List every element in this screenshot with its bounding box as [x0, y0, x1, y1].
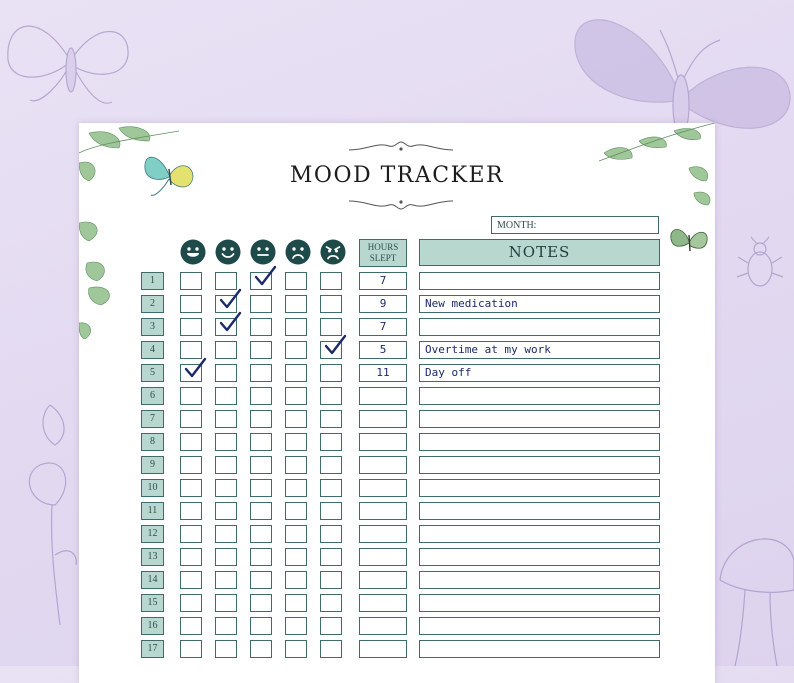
- table-row: [79, 640, 715, 660]
- hours-slept-field[interactable]: [359, 456, 407, 474]
- note-field[interactable]: [419, 318, 660, 336]
- title-flourish-top: [347, 140, 455, 154]
- note-field[interactable]: [419, 456, 660, 474]
- mood-checkbox-angry[interactable]: [320, 341, 342, 359]
- mood-checkbox-angry[interactable]: [320, 272, 342, 290]
- table-row: [79, 272, 715, 292]
- mood-checkbox-very-happy[interactable]: [180, 617, 202, 635]
- flower-illustration: [10, 395, 80, 625]
- mood-checkbox-angry[interactable]: [320, 640, 342, 658]
- day-number: 1: [141, 272, 164, 290]
- mood-checkbox-angry[interactable]: [320, 295, 342, 313]
- hours-slept-field[interactable]: [359, 433, 407, 451]
- note-field[interactable]: [419, 387, 660, 405]
- note-field[interactable]: [419, 571, 660, 589]
- mood-checkbox-happy[interactable]: [215, 548, 237, 566]
- mood-checkbox-neutral[interactable]: [250, 364, 272, 382]
- table-row: [79, 548, 715, 568]
- day-number: 11: [141, 502, 164, 520]
- mood-checkbox-very-happy[interactable]: [180, 571, 202, 589]
- hours-slept-field[interactable]: 5: [359, 341, 407, 359]
- note-field[interactable]: [419, 410, 660, 428]
- mood-checkbox-angry[interactable]: [320, 502, 342, 520]
- table-row: [79, 387, 715, 407]
- table-row: [79, 571, 715, 591]
- mood-checkbox-neutral[interactable]: [250, 502, 272, 520]
- mood-checkbox-happy[interactable]: [215, 617, 237, 635]
- mood-checkbox-angry[interactable]: [320, 571, 342, 589]
- mood-checkbox-happy[interactable]: [215, 640, 237, 658]
- mood-checkbox-sad[interactable]: [285, 272, 307, 290]
- notes-header: NOTES: [419, 239, 660, 266]
- hours-slept-field[interactable]: 11: [359, 364, 407, 382]
- mood-checkbox-happy[interactable]: [215, 456, 237, 474]
- mood-checkbox-neutral[interactable]: [250, 525, 272, 543]
- mushroom-illustration: [715, 520, 794, 666]
- hours-slept-field[interactable]: [359, 548, 407, 566]
- title-flourish-bottom: [347, 197, 455, 211]
- table-row: [79, 479, 715, 499]
- day-number: 4: [141, 341, 164, 359]
- table-row: [79, 502, 715, 522]
- note-field[interactable]: Day off: [419, 364, 660, 382]
- mood-checkbox-neutral[interactable]: [250, 456, 272, 474]
- hours-slept-field[interactable]: 7: [359, 272, 407, 290]
- mood-checkbox-neutral[interactable]: [250, 341, 272, 359]
- day-number: 5: [141, 364, 164, 382]
- hours-slept-header: [359, 239, 407, 267]
- mood-checkbox-sad[interactable]: [285, 456, 307, 474]
- mood-checkbox-very-happy[interactable]: [180, 525, 202, 543]
- hours-slept-field[interactable]: [359, 571, 407, 589]
- note-field[interactable]: [419, 548, 660, 566]
- day-number: 9: [141, 456, 164, 474]
- note-field[interactable]: [419, 502, 660, 520]
- mood-checkbox-sad[interactable]: [285, 387, 307, 405]
- day-number: 8: [141, 433, 164, 451]
- mood-checkbox-sad[interactable]: [285, 525, 307, 543]
- happy-icon: [215, 239, 241, 265]
- checkmark-icon: [253, 265, 277, 287]
- sad-icon: [285, 239, 311, 265]
- day-number: 3: [141, 318, 164, 336]
- mood-checkbox-very-happy[interactable]: [180, 318, 202, 336]
- hours-slept-field[interactable]: 9: [359, 295, 407, 313]
- hours-slept-field[interactable]: [359, 410, 407, 428]
- mood-checkbox-neutral[interactable]: [250, 318, 272, 336]
- mood-checkbox-happy[interactable]: [215, 341, 237, 359]
- mood-checkbox-happy[interactable]: [215, 502, 237, 520]
- moth-illustration-left: [0, 0, 140, 125]
- mood-checkbox-neutral[interactable]: [250, 410, 272, 428]
- mood-checkbox-happy[interactable]: [215, 525, 237, 543]
- mood-checkbox-angry[interactable]: [320, 525, 342, 543]
- mood-checkbox-sad[interactable]: [285, 295, 307, 313]
- day-number: 14: [141, 571, 164, 589]
- mood-checkbox-very-happy[interactable]: [180, 594, 202, 612]
- mood-checkbox-very-happy[interactable]: [180, 456, 202, 474]
- mood-checkbox-angry[interactable]: [320, 433, 342, 451]
- mood-checkbox-happy[interactable]: [215, 479, 237, 497]
- table-row: [79, 594, 715, 614]
- mood-checkbox-sad[interactable]: [285, 433, 307, 451]
- mood-checkbox-angry[interactable]: [320, 594, 342, 612]
- mood-checkbox-neutral[interactable]: [250, 640, 272, 658]
- table-row: [79, 295, 715, 315]
- table-row: [79, 456, 715, 476]
- mood-checkbox-angry[interactable]: [320, 479, 342, 497]
- month-field[interactable]: MONTH:: [491, 216, 659, 234]
- mood-checkbox-happy[interactable]: [215, 272, 237, 290]
- hours-slept-field[interactable]: [359, 640, 407, 658]
- note-field[interactable]: [419, 594, 660, 612]
- mood-checkbox-very-happy[interactable]: [180, 502, 202, 520]
- mood-checkbox-sad[interactable]: [285, 479, 307, 497]
- table-row: [79, 525, 715, 545]
- mood-checkbox-angry[interactable]: [320, 410, 342, 428]
- mood-checkbox-happy[interactable]: [215, 318, 237, 336]
- mood-checkbox-happy[interactable]: [215, 364, 237, 382]
- note-field[interactable]: Overtime at my work: [419, 341, 660, 359]
- hours-slept-field[interactable]: [359, 617, 407, 635]
- mood-checkbox-neutral[interactable]: [250, 548, 272, 566]
- mood-checkbox-very-happy[interactable]: [180, 640, 202, 658]
- mood-checkbox-very-happy[interactable]: [180, 272, 202, 290]
- mood-checkbox-sad[interactable]: [285, 364, 307, 382]
- table-row: [79, 364, 715, 384]
- note-field[interactable]: [419, 617, 660, 635]
- hours-slept-label: HOURS SLEPT: [367, 242, 399, 263]
- small-butterfly-icon: [669, 223, 709, 259]
- mood-checkbox-sad[interactable]: [285, 617, 307, 635]
- neutral-icon: [250, 239, 276, 265]
- mood-checkbox-very-happy[interactable]: [180, 433, 202, 451]
- mood-checkbox-neutral[interactable]: [250, 479, 272, 497]
- mood-checkbox-very-happy[interactable]: [180, 295, 202, 313]
- note-field[interactable]: [419, 525, 660, 543]
- mood-checkbox-very-happy[interactable]: [180, 387, 202, 405]
- mood-checkbox-sad[interactable]: [285, 571, 307, 589]
- table-row: [79, 433, 715, 453]
- mood-checkbox-sad[interactable]: [285, 410, 307, 428]
- note-field[interactable]: [419, 272, 660, 290]
- table-row: [79, 318, 715, 338]
- mood-checkbox-neutral[interactable]: [250, 295, 272, 313]
- mood-checkbox-sad[interactable]: [285, 318, 307, 336]
- mood-checkbox-angry[interactable]: [320, 456, 342, 474]
- mood-checkbox-neutral[interactable]: [250, 433, 272, 451]
- table-row: [79, 410, 715, 430]
- mood-checkbox-sad[interactable]: [285, 548, 307, 566]
- mood-checkbox-very-happy[interactable]: [180, 364, 202, 382]
- day-number: 10: [141, 479, 164, 497]
- hours-slept-field[interactable]: [359, 502, 407, 520]
- day-number: 13: [141, 548, 164, 566]
- day-number: 12: [141, 525, 164, 543]
- mood-checkbox-happy[interactable]: [215, 571, 237, 589]
- hours-slept-field[interactable]: [359, 479, 407, 497]
- mood-checkbox-neutral[interactable]: [250, 617, 272, 635]
- mood-checkbox-angry[interactable]: [320, 318, 342, 336]
- day-number: 15: [141, 594, 164, 612]
- mood-checkbox-sad[interactable]: [285, 502, 307, 520]
- hours-slept-field[interactable]: 7: [359, 318, 407, 336]
- mood-checkbox-very-happy[interactable]: [180, 548, 202, 566]
- mood-checkbox-happy[interactable]: [215, 387, 237, 405]
- note-field[interactable]: [419, 433, 660, 451]
- note-field[interactable]: [419, 640, 660, 658]
- page-title: MOOD TRACKER: [289, 163, 505, 188]
- mood-checkbox-very-happy[interactable]: [180, 479, 202, 497]
- mood-checkbox-happy[interactable]: [215, 594, 237, 612]
- mood-checkbox-very-happy[interactable]: [180, 341, 202, 359]
- mood-checkbox-angry[interactable]: [320, 364, 342, 382]
- day-number: 7: [141, 410, 164, 428]
- angry-icon: [320, 239, 346, 265]
- mood-tracker-sheet: [79, 123, 715, 683]
- mood-checkbox-sad[interactable]: [285, 341, 307, 359]
- note-field[interactable]: [419, 479, 660, 497]
- hours-slept-field[interactable]: [359, 594, 407, 612]
- hours-slept-field[interactable]: [359, 525, 407, 543]
- day-number: 16: [141, 617, 164, 635]
- mood-checkbox-neutral[interactable]: [250, 594, 272, 612]
- day-number: 6: [141, 387, 164, 405]
- mood-checkbox-angry[interactable]: [320, 387, 342, 405]
- mood-checkbox-sad[interactable]: [285, 594, 307, 612]
- mood-checkbox-very-happy[interactable]: [180, 410, 202, 428]
- mood-checkbox-neutral[interactable]: [250, 571, 272, 589]
- mood-checkbox-happy[interactable]: [215, 410, 237, 428]
- table-row: [79, 341, 715, 361]
- note-field[interactable]: New medication: [419, 295, 660, 313]
- mood-checkbox-happy[interactable]: [215, 295, 237, 313]
- mood-checkbox-sad[interactable]: [285, 640, 307, 658]
- hours-slept-field[interactable]: [359, 387, 407, 405]
- beetle-illustration: [735, 235, 785, 295]
- mood-checkbox-angry[interactable]: [320, 548, 342, 566]
- mood-checkbox-happy[interactable]: [215, 433, 237, 451]
- day-number: 2: [141, 295, 164, 313]
- day-number: 17: [141, 640, 164, 658]
- mood-checkbox-neutral[interactable]: [250, 387, 272, 405]
- mood-checkbox-neutral[interactable]: [250, 272, 272, 290]
- very-happy-icon: [180, 239, 206, 265]
- table-row: [79, 617, 715, 637]
- mood-checkbox-angry[interactable]: [320, 617, 342, 635]
